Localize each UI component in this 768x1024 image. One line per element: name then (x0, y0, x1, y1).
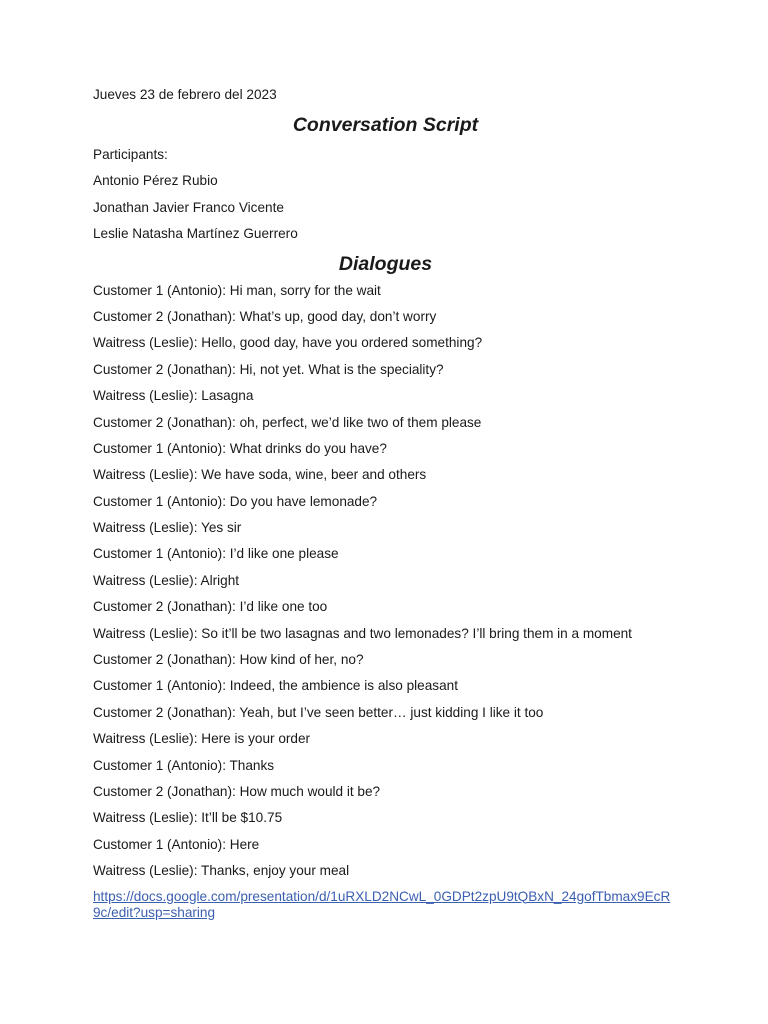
dialogue-line: Customer 2 (Jonathan): What’s up, good day, don’t worry (93, 308, 437, 324)
dialogue-line: Customer 2 (Jonathan): I’d like one too (93, 599, 328, 615)
participant-item: Jonathan Javier Franco Vicente (93, 199, 284, 215)
date-line: Jueves 23 de febrero del 2023 (93, 87, 277, 102)
dialogue-line: Waitress (Leslie): So it’ll be two lasagnas and two lemonades? I’ll bring them in a moment (93, 625, 632, 641)
presentation-link[interactable]: https://docs.google.com/presentation/d/1uRXLD2NCwL_0GDPt2zpU9tQBxN_24gofTbmax9EcR9c/edit?usp=sharing (93, 888, 671, 920)
dialogue-line: Customer 2 (Jonathan): Yeah, but I’ve seen better… just kidding I like it too (93, 704, 544, 720)
dialogue-line: Customer 1 (Antonio): Thanks (93, 757, 275, 773)
document-content (93, 86, 693, 921)
dialogue-line: Waitress (Leslie): We have soda, wine, beer and others (93, 467, 427, 483)
participant-item: Leslie Natasha Martínez Guerrero (93, 226, 298, 242)
dialogue-list (93, 282, 693, 880)
dialogue-line: Customer 2 (Jonathan): How much would it be? (93, 783, 381, 799)
dialogue-line: Customer 1 (Antonio): What drinks do you have? (93, 440, 387, 456)
dialogue-line: Waitress (Leslie): Alright (93, 572, 240, 588)
dialogue-line: Customer 1 (Antonio): Indeed, the ambience is also pleasant (93, 678, 458, 694)
dialogue-line: Waitress (Leslie): Lasagna (93, 388, 254, 404)
dialogue-line: Waitress (Leslie): It’ll be $10.75 (93, 810, 283, 826)
dialogue-line: Customer 1 (Antonio): Do you have lemonade? (93, 493, 378, 509)
dialogue-line: Customer 2 (Jonathan): Hi, not yet. What is the speciality? (93, 361, 444, 377)
dialogue-line: Customer 1 (Antonio): Here (93, 836, 260, 852)
participant-item: Antonio Pérez Rubio (93, 173, 218, 189)
dialogue-line: Customer 1 (Antonio): Hi man, sorry for the wait (93, 282, 381, 298)
dialogue-line: Customer 2 (Jonathan): oh, perfect, we’d like two of them please (93, 414, 482, 430)
participants-label: Participants: (93, 147, 168, 162)
dialogue-line: Waitress (Leslie): Hello, good day, have you ordered something? (93, 335, 483, 351)
dialogue-line: Waitress (Leslie): Here is your order (93, 731, 311, 747)
dialogue-line: Customer 1 (Antonio): I’d like one please (93, 546, 339, 562)
dialogue-line: Waitress (Leslie): Yes sir (93, 520, 242, 536)
dialogue-line: Waitress (Leslie): Thanks, enjoy your meal (93, 863, 350, 879)
dialogue-line: Customer 2 (Jonathan): How kind of her, no? (93, 652, 364, 668)
document-title: Conversation Script (292, 114, 479, 136)
dialogues-heading: Dialogues (338, 252, 433, 275)
